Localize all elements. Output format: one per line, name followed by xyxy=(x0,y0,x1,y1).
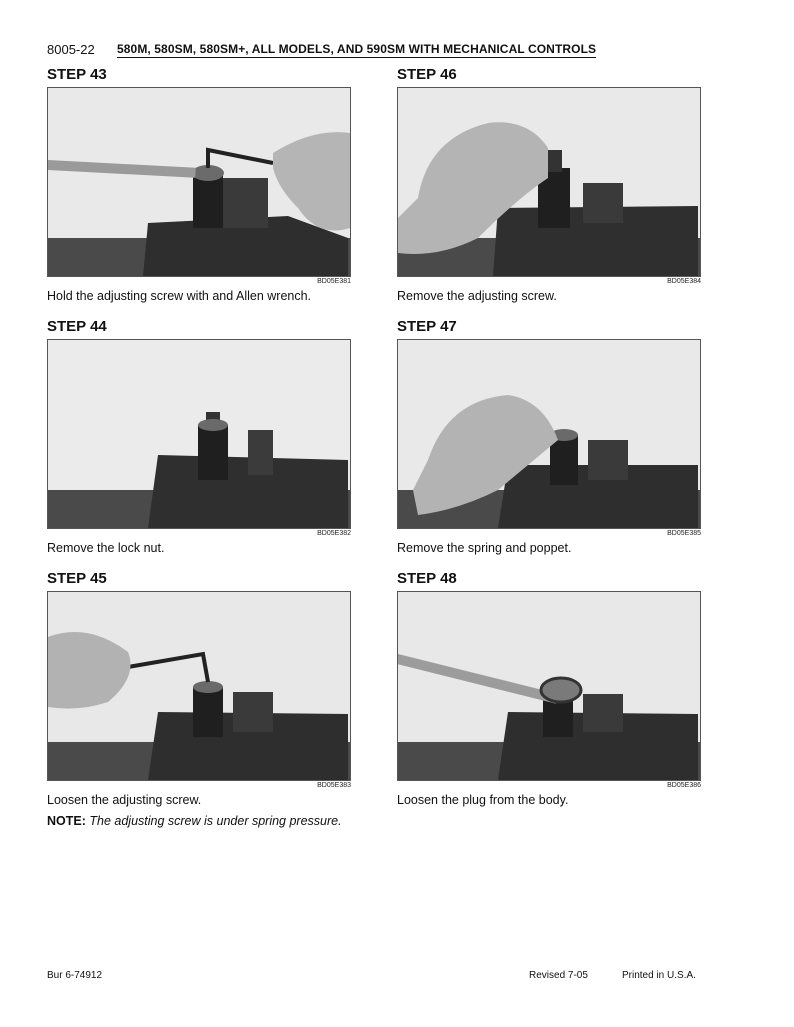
photo-id: BD05E382 xyxy=(317,530,351,537)
step-title: STEP 45 xyxy=(47,570,107,587)
step-title: STEP 48 xyxy=(397,570,457,587)
step-45-photo xyxy=(47,591,351,781)
step-48-photo xyxy=(397,591,701,781)
step-caption: Remove the adjusting screw. xyxy=(397,289,557,303)
step-47 xyxy=(397,318,702,556)
step-46-photo xyxy=(397,87,701,277)
photo-id: BD05E386 xyxy=(667,782,701,789)
page-number: 8005-22 xyxy=(47,42,95,57)
note-label: NOTE: xyxy=(47,814,86,828)
page-header xyxy=(47,42,632,60)
photo-id: BD05E381 xyxy=(317,278,351,285)
step-caption: Remove the spring and poppet. xyxy=(397,541,572,555)
step-caption: Loosen the plug from the body. xyxy=(397,793,569,807)
step-title: STEP 43 xyxy=(47,66,107,83)
photo-id: BD05E384 xyxy=(667,278,701,285)
manual-title: 580M, 580SM, 580SM+, ALL MODELS, AND 590SM WITH MECHANICAL CONTROLS xyxy=(117,42,597,56)
step-44 xyxy=(47,318,352,556)
step-title: STEP 47 xyxy=(397,318,457,335)
step-caption: Loosen the adjusting screw. xyxy=(47,793,202,807)
step-44-photo xyxy=(47,339,351,529)
photo-id: BD05E383 xyxy=(317,782,351,789)
step-43-photo xyxy=(47,87,351,277)
step-48 xyxy=(397,570,702,808)
photo-id: BD05E385 xyxy=(667,530,701,537)
footer-revised: Revised 7-05 xyxy=(529,970,588,981)
step-title: STEP 44 xyxy=(47,318,107,335)
footer-printed: Printed in U.S.A. xyxy=(622,970,696,981)
footer-doc-number: Bur 6-74912 xyxy=(47,970,103,981)
step-caption: Hold the adjusting screw with and Allen wrench. xyxy=(47,289,312,303)
step-title: STEP 46 xyxy=(397,66,457,83)
step-43 xyxy=(47,66,352,304)
note xyxy=(47,814,351,829)
step-caption: Remove the lock nut. xyxy=(47,541,165,555)
step-45 xyxy=(47,570,352,829)
step-46 xyxy=(397,66,702,304)
note-text: The adjusting screw is under spring pressure. xyxy=(89,814,342,828)
step-47-photo xyxy=(397,339,701,529)
